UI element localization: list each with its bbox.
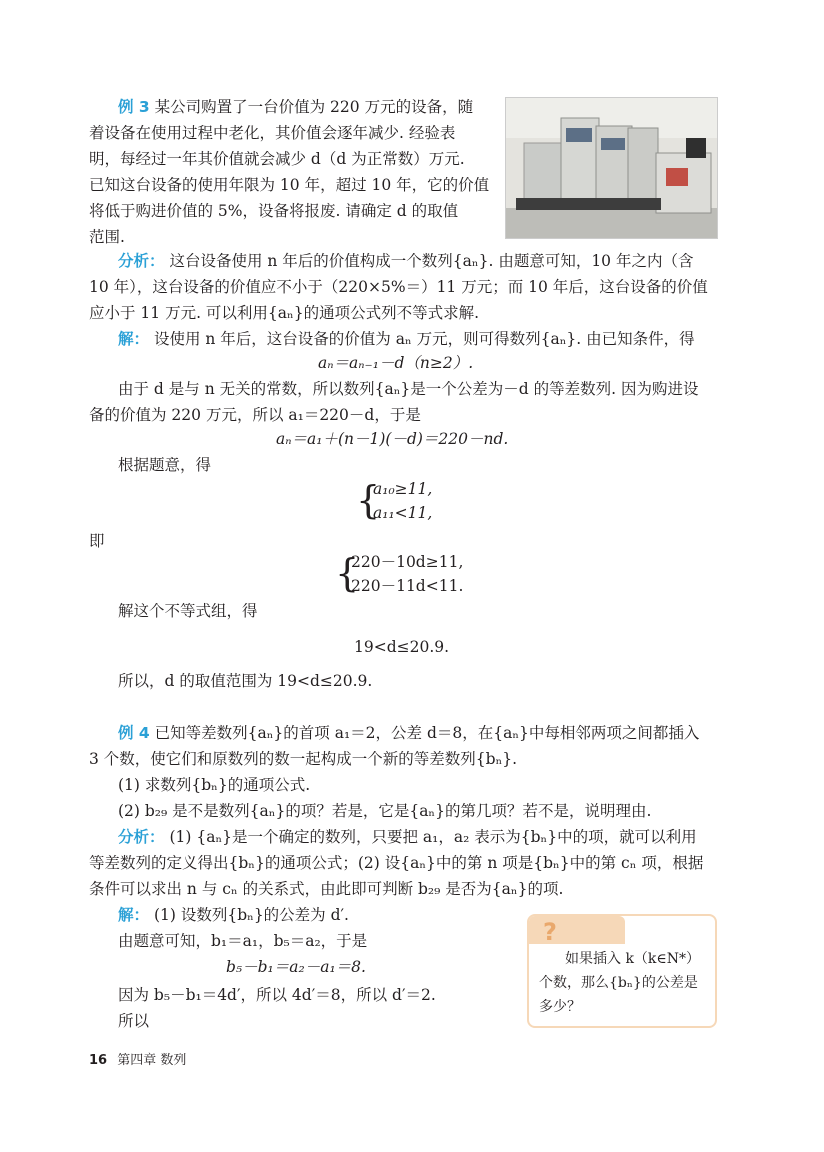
example4-solution-text-4: 所以: [118, 1012, 150, 1030]
example4-question-2: (2) b₂₉ 是不是数列{aₙ}的项？若是，它是{aₙ}的第几项？若不是，说明理由.: [118, 802, 652, 820]
example4-solution-text-2: 由题意可知，b₁＝a₁，b₅＝a₂，于是: [118, 932, 368, 950]
example4-solution-line-1: [118, 904, 349, 926]
example4-analysis-text-3: 条件可以求出 n 与 cₙ 的关系式，由此即可判断 b₂₉ 是否为{aₙ}的项.: [89, 880, 564, 898]
example3-solution-text-5: 即: [89, 532, 105, 550]
example3-solution-line-1: [118, 328, 695, 350]
example4-analysis-line-1: [118, 826, 697, 848]
example3-text-3: 明，每经过一年其价值就会减少 d（d 为正常数）万元.: [89, 150, 465, 168]
example3-analysis-text-3: 应小于 11 万元. 可以利用{aₙ}的通项公式列不等式求解.: [89, 304, 480, 322]
example3-text-2: 着设备在使用过程中老化，其价值会逐年减少. 经验表: [89, 124, 456, 142]
tip-text-2: 个数，那么{bₙ}的公差是: [539, 975, 698, 991]
example3-analysis-line-1: [118, 250, 693, 272]
chapter-title: 第四章 数列: [117, 1053, 187, 1068]
example4-analysis-text-1: (1) {aₙ}是一个确定的数列，只要把 a₁，a₂ 表示为{bₙ}中的项，就可以利用: [169, 828, 697, 846]
page-footer: [89, 1050, 186, 1072]
printing-machine-photo: [505, 97, 718, 239]
example4-text-1: 已知等差数列{aₙ}的首项 a₁＝2，公差 d＝8，在{aₙ}中每相邻两项之间都插入: [154, 724, 700, 742]
system-1-brace: {: [356, 478, 381, 522]
example3-equation-1: aₙ＝aₙ₋₁－d（n≥2）.: [318, 354, 474, 372]
system-1-line-1: a₁₀≥11,: [373, 480, 433, 498]
example3-first-line: [118, 96, 473, 118]
example3-text-6: 范围.: [89, 228, 125, 246]
example4-analysis-label: 分析：: [118, 828, 165, 846]
example3-text-1: 某公司购置了一台价值为 220 万元的设备，随: [154, 98, 474, 116]
system-1-line-2: a₁₁<11,: [373, 504, 433, 522]
example4-solution-text-1: (1) 设数列{bₙ}的公差为 d′.: [153, 906, 349, 924]
example4-equation-1: b₅－b₁＝a₂－a₁＝8.: [226, 958, 366, 976]
example4-solution-label: 解：: [118, 906, 150, 924]
example4-analysis-text-2: 等差数列的定义得出{bₙ}的通项公式；(2) 设{aₙ}中的第 n 项是{bₙ}中的第 cₙ 项，根据: [89, 854, 704, 872]
system-2-line-2: 220－11d<11.: [351, 577, 464, 595]
example3-equation-3: 19<d≤20.9.: [354, 638, 450, 656]
printing-machine-illustration: [506, 98, 717, 238]
example3-text-4: 已知这台设备的使用年限为 10 年，超过 10 年，它的价值: [89, 176, 490, 194]
example3-solution-text-7: 所以，d 的取值范围为 19<d≤20.9.: [118, 672, 373, 690]
page-number: 16: [89, 1053, 108, 1068]
thinking-tip-box: [527, 914, 717, 1028]
example3-analysis-text-1: 这台设备使用 n 年后的价值构成一个数列{aₙ}. 由题意可知，10 年之内（含: [169, 252, 694, 270]
example3-solution-text-1: 设使用 n 年后，这台设备的价值为 aₙ 万元，则可得数列{aₙ}. 由已知条件，得: [153, 330, 695, 348]
example3-solution-text-4: 根据题意，得: [118, 456, 212, 474]
tip-text-3: 多少？: [539, 999, 581, 1015]
example3-solution-label: 解：: [118, 330, 150, 348]
system-2-brace: {: [335, 551, 360, 595]
example3-solution-text-3: 备的价值为 220 万元，所以 a₁＝220－d，于是: [89, 406, 421, 424]
question-mark-icon: ?: [543, 918, 557, 946]
example4-first-line: [118, 722, 699, 744]
system-2-line-1: 220－10d≥11,: [351, 553, 464, 571]
example3-analysis-label: 分析：: [118, 252, 165, 270]
example4-solution-text-3: 因为 b₅－b₁＝4d′，所以 4d′＝8，所以 d′＝2.: [118, 986, 436, 1004]
example4-label: 例 4: [118, 724, 150, 742]
example3-solution-text-6: 解这个不等式组，得: [118, 602, 258, 620]
example3-text-5: 将低于购进价值的 5%，设备将报废. 请确定 d 的取值: [89, 202, 459, 220]
example3-solution-text-2: 由于 d 是与 n 无关的常数，所以数列{aₙ}是一个公差为－d 的等差数列. 因为购进设: [118, 380, 699, 398]
example3-equation-2: aₙ＝a₁＋(n－1)(－d)＝220－nd.: [276, 430, 509, 448]
example4-question-1: (1) 求数列{bₙ}的通项公式.: [118, 776, 311, 794]
example3-label: 例 3: [118, 98, 150, 116]
example3-analysis-text-2: 10 年），这台设备的价值应不小于（220×5%＝）11 万元；而 10 年后，这台设备的价值: [89, 278, 708, 296]
tip-text-1: 如果插入 k（k∈N*）: [565, 951, 701, 967]
example4-text-2: 3 个数，使它们和原数列的数一起构成一个新的等差数列{bₙ}.: [89, 750, 518, 768]
